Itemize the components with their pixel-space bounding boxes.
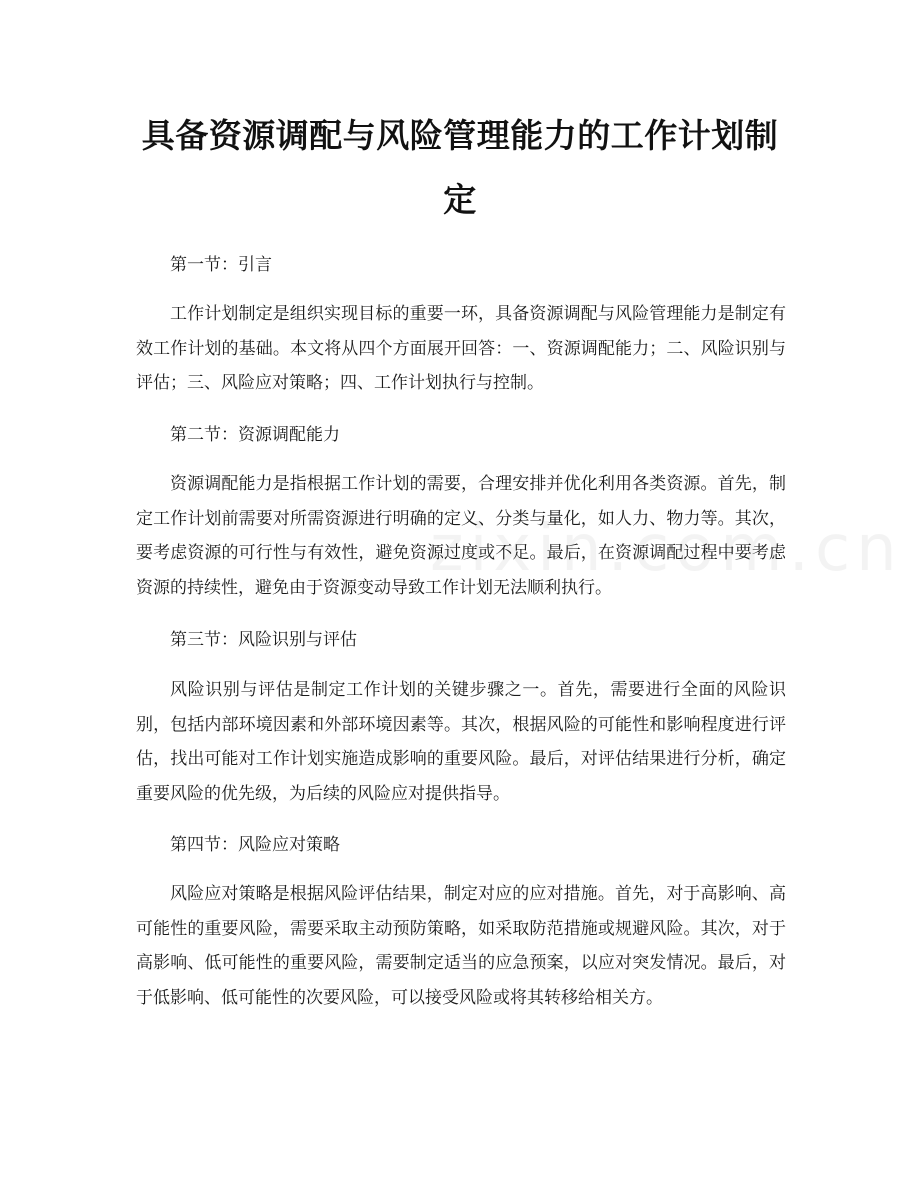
section-heading-3: 第三节：风险识别与评估 bbox=[170, 630, 357, 650]
section-paragraph-3: 风险识别与评估是制定工作计划的关键步骤之一。首先，需要进行全面的风险识别，包括内部环境因素和外部环境因素等。其次，根据风险的可能性和影响程度进行评估，找出可能对工作计划实施造成影响的重要风险。最后，对评估结果进行分析，确定重要风险的优先级，为后续的风险应对提供指导。 bbox=[136, 680, 786, 804]
section-paragraph-4: 风险应对策略是根据风险评估结果，制定对应的应对措施。首先，对于高影响、高可能性的重要风险，需要采取主动预防策略，如采取防范措施或规避风险。其次，对于高影响、低可能性的重要风险，需要制定适当的应急预案，以应对突发情况。最后，对于低影响、低可能性的次要风险，可以接受风险或将其转移给相关方。 bbox=[136, 884, 786, 1008]
section-heading-2: 第二节：资源调配能力 bbox=[170, 425, 340, 445]
section-paragraph-2: 资源调配能力是指根据工作计划的需要，合理安排并优化利用各类资源。首先，制定工作计划前需要对所需资源进行明确的定义、分类与量化，如人力、物力等。其次，要考虑资源的可行性与有效性，避免资源过度或不足。最后，在资源调配过程中要考虑资源的持续性，避免由于资源变动导致工作计划无法顺利执行。 bbox=[136, 474, 786, 598]
section-heading-1: 第一节：引言 bbox=[170, 255, 272, 275]
section-heading-4: 第四节：风险应对策略 bbox=[170, 835, 340, 855]
document-title: 具备资源调配与风险管理能力的工作计划制定 bbox=[141, 116, 779, 219]
section-paragraph-1: 工作计划制定是组织实现目标的重要一环，具备资源调配与风险管理能力是制定有效工作计划的基础。本文将从四个方面展开回答：一、资源调配能力；二、风险识别与评估；三、风险应对策略；四、工作计划执行与控制。 bbox=[136, 304, 786, 393]
